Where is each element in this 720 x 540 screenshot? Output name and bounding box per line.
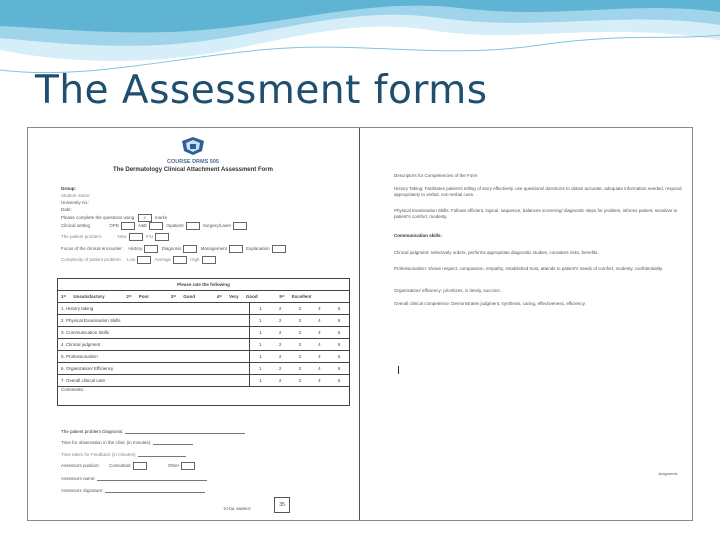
position-consultant: Consultant — [109, 463, 131, 469]
complexity-low: Low — [127, 257, 136, 263]
setting-ae: A&E — [138, 223, 148, 229]
score-option[interactable]: 4 — [310, 375, 330, 387]
student-name-field: Student name: — [61, 193, 91, 198]
score-option[interactable]: 2 — [270, 375, 290, 387]
descriptor-history: History Taking: Facilitates patient's telling of story effectively, use questions/ directions to obtain accurate, adequate information needed, respond appropriately to verbal, non-verbal cues. — [394, 186, 682, 197]
descriptor-communication: Communication skills: — [394, 233, 443, 238]
score-option[interactable]: 2 — [270, 363, 290, 375]
complexity-average: Average — [154, 257, 172, 263]
complexity-field — [61, 256, 218, 264]
score-option[interactable]: 2 — [270, 315, 290, 327]
row-label: 5. Professionalism — [58, 351, 250, 363]
scale-4: 4= Very Good — [216, 294, 258, 299]
focus-explanation: Explanation — [246, 246, 270, 252]
score-option[interactable]: 5 — [329, 315, 349, 327]
time-observation-label: Time for observation in the clinic (in minutes): — [61, 440, 152, 445]
setting-opd: OPD — [109, 223, 120, 229]
score-option[interactable]: 4 — [310, 363, 330, 375]
score-option[interactable]: 1 — [250, 363, 270, 375]
score-option[interactable]: 2 — [270, 327, 290, 339]
clinical-setting-label: Clinical setting — [61, 223, 91, 229]
setting-surgery-checkbox[interactable] — [233, 222, 247, 230]
table-row — [58, 315, 350, 327]
focus-management-checkbox[interactable] — [229, 245, 243, 253]
problem-fu: F/U — [145, 234, 154, 240]
diagnosis-input[interactable] — [125, 428, 245, 434]
score-option[interactable]: 5 — [329, 327, 349, 339]
row-label: 3. Communication Skills — [58, 327, 250, 339]
table-row — [58, 351, 350, 363]
patient-problem-field — [61, 233, 171, 241]
score-option[interactable]: 1 — [250, 315, 270, 327]
row-label: 6. Organization/ Efficiency — [58, 363, 250, 375]
assessor-signature-label: Assessors Signature: — [61, 488, 104, 493]
complexity-high-checkbox[interactable] — [202, 256, 216, 264]
position-consultant-checkbox[interactable] — [133, 462, 147, 470]
setting-inpatient: Inpatient — [166, 223, 184, 229]
score-option[interactable]: 2 — [270, 339, 290, 351]
score-option[interactable]: 3 — [290, 303, 310, 315]
score-option[interactable]: 3 — [290, 351, 310, 363]
rating-scale — [58, 291, 350, 303]
focus-encounter-label: Focus of the clinical encounter: — [61, 246, 124, 252]
complexity-low-checkbox[interactable] — [137, 256, 151, 264]
problem-fu-checkbox[interactable] — [155, 233, 169, 241]
descriptor-overall: Overall clinical competence: Demonstrates judgment, synthesis, caring, effectiveness, efficiency. — [394, 301, 586, 306]
assessor-signature-field — [61, 487, 205, 493]
complete-questions-label: Please complete the questions using — [61, 215, 135, 221]
setting-opd-checkbox[interactable] — [121, 222, 135, 230]
scale-2: 2= Poor — [126, 294, 150, 299]
assessor-name-field — [61, 475, 207, 481]
focus-history-checkbox[interactable] — [144, 245, 158, 253]
row-label: 4. Clinical judgment — [58, 339, 250, 351]
time-feedback-label: Time taken for Feedback (in minutes): — [61, 452, 137, 457]
row-label: 2. Physical Examination Skills — [58, 315, 250, 327]
score-option[interactable]: 3 — [290, 375, 310, 387]
focus-diagnosis-checkbox[interactable] — [183, 245, 197, 253]
total-marks-label: TOTAL MARKS — [223, 506, 251, 511]
marks-box[interactable]: 4 — [138, 214, 152, 222]
university-logo-icon — [180, 136, 206, 156]
descriptor-organization: Organization/ efficiency: prioritizes, is timely, succinct. — [394, 288, 501, 293]
assessment-form-page — [28, 128, 358, 520]
score-option[interactable]: 4 — [310, 351, 330, 363]
assessor-position-label: Assessors position: — [61, 463, 100, 469]
marks-suffix: marks — [154, 215, 168, 221]
score-option[interactable]: 2 — [270, 303, 290, 315]
score-option[interactable]: 1 — [250, 351, 270, 363]
assessor-signature-input[interactable] — [105, 487, 205, 493]
score-option[interactable]: 2 — [270, 351, 290, 363]
total-marks-value: 35 — [274, 497, 290, 513]
university-no-field: University no.: — [61, 200, 90, 205]
complexity-average-checkbox[interactable] — [173, 256, 187, 264]
score-option[interactable]: 3 — [290, 339, 310, 351]
complexity-label: Complexity of patient problem: — [61, 257, 122, 263]
score-option[interactable]: 3 — [290, 327, 310, 339]
time-feedback-field — [61, 451, 186, 457]
focus-encounter-field — [61, 245, 288, 253]
assessor-name-label: Assessors name: — [61, 476, 96, 481]
rating-table — [57, 278, 350, 406]
diagnosis-label: The patient problem Diagnosis: — [61, 429, 124, 434]
assessor-position-field — [61, 462, 197, 470]
scale-1: 1= Unsatisfactory — [61, 294, 105, 299]
score-option[interactable]: 5 — [329, 339, 349, 351]
diagnosis-field — [61, 428, 245, 434]
date-field: Date: — [61, 207, 72, 212]
scale-3: 3= Good — [170, 294, 195, 299]
document-preview — [27, 127, 693, 521]
scale-5: 5= Excellent — [279, 294, 312, 299]
score-option[interactable]: 5 — [329, 363, 349, 375]
form-header — [28, 158, 358, 174]
focus-diagnosis: Diagnosis — [161, 246, 182, 252]
time-feedback-input[interactable] — [138, 451, 186, 457]
descriptor-physical: Physical Examination Skills: Follows efficient, logical, sequence, balances screening/ diagnostic steps for problem, informs patient, sensitive to patient's comfort, modesty. — [394, 208, 678, 219]
setting-surgery: Surgery/Laser — [202, 223, 232, 229]
slide-title: The Assessment forms — [35, 68, 488, 113]
problem-new-checkbox[interactable] — [129, 233, 143, 241]
score-option[interactable]: 5 — [329, 303, 349, 315]
row-label: 1. History taking — [58, 303, 250, 315]
table-row — [58, 375, 350, 387]
score-option[interactable]: 4 — [310, 339, 330, 351]
setting-inpatient-checkbox[interactable] — [186, 222, 200, 230]
score-option[interactable]: 1 — [250, 327, 270, 339]
descriptor-clinical: Clinical judgment: selectively orders, performs appropriate diagnostic studies, considers risks, benefits. — [394, 250, 599, 255]
table-row — [58, 303, 350, 315]
score-option[interactable]: 5 — [329, 351, 349, 363]
focus-history: History — [128, 246, 143, 252]
time-observation-input[interactable] — [153, 439, 193, 445]
setting-ae-checkbox[interactable] — [149, 222, 163, 230]
table-row — [58, 339, 350, 351]
group-field: Group: — [61, 186, 76, 191]
clinical-setting-field — [61, 222, 249, 230]
patient-problem-label: The patient problem: — [61, 234, 103, 240]
problem-new: New — [117, 234, 127, 240]
course-code: COURSE DRMS 505 — [167, 159, 219, 165]
score-option[interactable]: 3 — [290, 315, 310, 327]
position-other-checkbox[interactable] — [181, 462, 195, 470]
comments-box[interactable]: Comments: — [58, 387, 350, 406]
score-option[interactable]: 1 — [250, 303, 270, 315]
descriptors-heading: Descriptors for Competencies of the Form — [394, 173, 478, 178]
score-option[interactable]: 1 — [250, 375, 270, 387]
complexity-high: High — [190, 257, 200, 263]
time-observation-field — [61, 439, 193, 445]
descriptor-professionalism: Professionalism: shows respect, compassion, empathy, established trust, attends to patient's needs of comfort, modesty, confidentiality. — [394, 266, 663, 271]
score-option[interactable]: 4 — [310, 315, 330, 327]
score-option[interactable]: 4 — [310, 303, 330, 315]
score-option[interactable]: 5 — [329, 375, 349, 387]
row-label: 7. Overall clinical care — [58, 375, 250, 387]
judgments-footer: Judgments — [658, 471, 678, 476]
rating-table-title: Please rate the following — [58, 279, 350, 291]
complete-questions-field — [61, 214, 167, 222]
score-option[interactable]: 3 — [290, 363, 310, 375]
text-cursor — [398, 366, 399, 374]
focus-explanation-checkbox[interactable] — [272, 245, 286, 253]
table-row — [58, 327, 350, 339]
assessor-name-input[interactable] — [97, 475, 207, 481]
position-other: Other — [167, 463, 180, 469]
table-row — [58, 363, 350, 375]
focus-management: Management — [200, 246, 227, 252]
form-title: The Dermatology Clinical Attachment Assessment Form — [113, 167, 273, 173]
descriptors-page — [360, 128, 692, 520]
score-option[interactable]: 1 — [250, 339, 270, 351]
score-option[interactable]: 4 — [310, 327, 330, 339]
